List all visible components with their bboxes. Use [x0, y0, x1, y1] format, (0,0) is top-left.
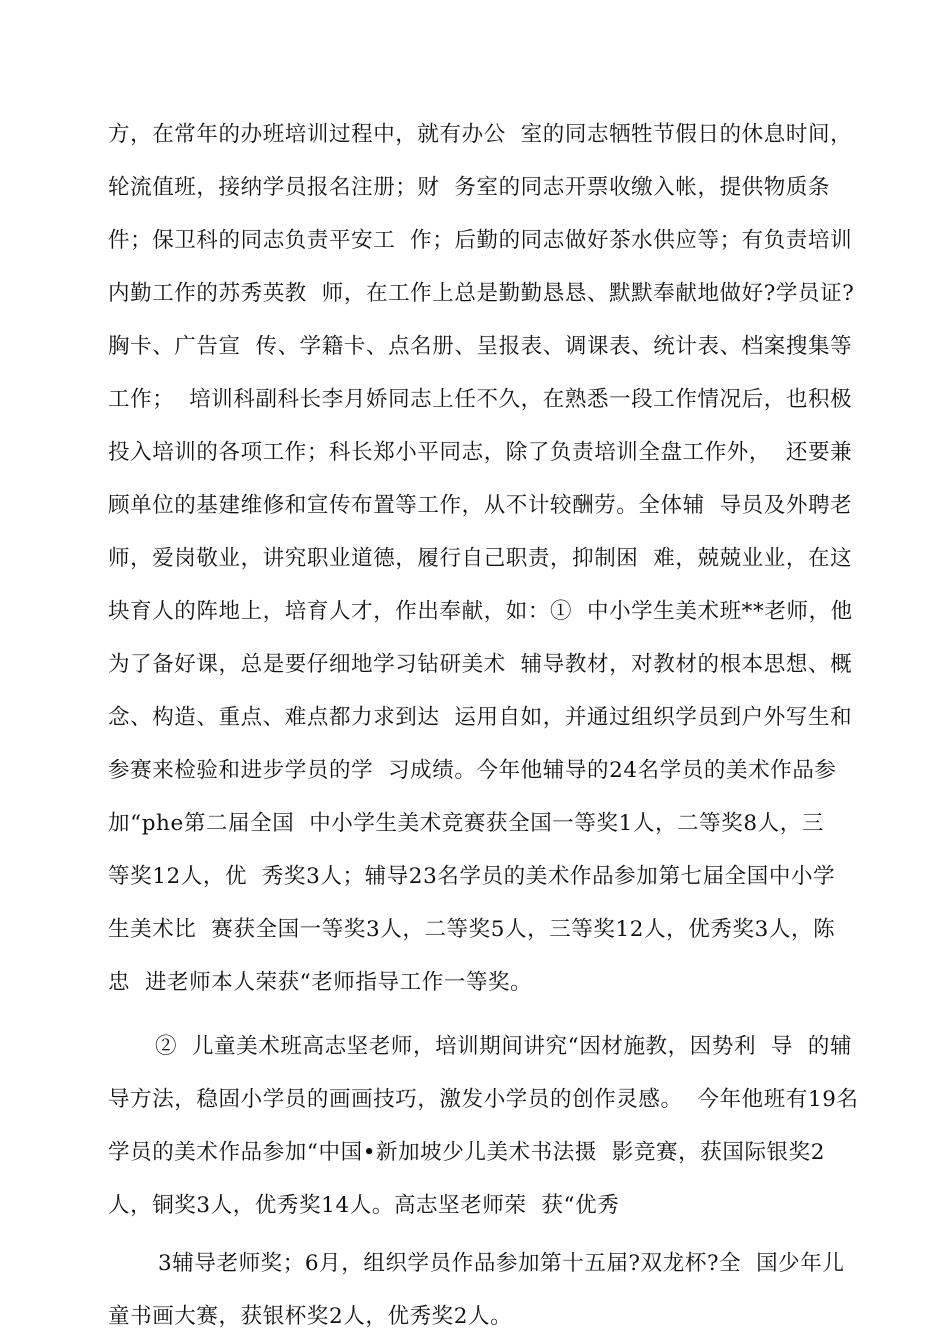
text-line: 参赛来检验和进步学员的学 习成绩。今年他辅导的24名学员的美术作品参 — [108, 758, 837, 783]
text-line: 师，爱岗敬业，讲究职业道德，履行自己职责，抑制困 难，兢兢业业，在这 — [108, 546, 853, 571]
text-line: 胸卡、广告宣 传、学籍卡、点名册、呈报表、调课表、统计表、档案搜集等 — [108, 334, 853, 359]
text-line: 童书画大赛，获银杯奖2人，优秀奖2人。 — [108, 1304, 513, 1329]
text-line: 轮流值班，接纳学员报名注册；财 务室的同志开票收缴入帐，提供物质条 — [108, 175, 831, 200]
text-line: 块育人的阵地上，培育人才，作出奉献，如：① 中小学生美术班**老师，他 — [108, 599, 853, 624]
text-line: 忠 进老师本人荣获“老师指导工作一等奖。 — [108, 970, 533, 995]
paragraph-start-line: 3辅导老师奖；6月，组织学员作品参加第十五届?双龙杯?全 国少年儿 — [158, 1251, 845, 1276]
text-line: 投入培训的各项工作；科长郑小平同志，除了负责培训全盘工作外， 还要兼 — [108, 440, 853, 465]
text-line: 人，铜奖3人，优秀奖14人。高志坚老师荣 获“优秀 — [108, 1193, 620, 1218]
paragraph-start-line: ② 儿童美术班高志坚老师，培训期间讲究“因材施教，因势利 导 的辅 — [155, 1034, 853, 1059]
text-line: 件；保卫科的同志负责平安工 作；后勤的同志做好茶水供应等；有负责培训 — [108, 228, 853, 253]
text-line: 内勤工作的苏秀英教 师，在工作上总是勤勤恳恳、默默奉献地做好?学员证? — [108, 281, 855, 306]
text-line: 方，在常年的办班培训过程中，就有办公 室的同志牺牲节假日的休息时间， — [108, 122, 853, 147]
text-line: 加“phe第二届全国 中小学生美术竞赛获全国一等奖1人，二等奖8人，三 — [108, 811, 824, 836]
text-line: 生美术比 赛获全国一等奖3人，二等奖5人，三等奖12人，优秀奖3人，陈 — [108, 917, 836, 942]
text-line: 工作； 培训科副科长李月娇同志上任不久，在熟悉一段工作情况后，也积极 — [108, 387, 853, 412]
text-line: 为了备好课，总是要仔细地学习钻研美术 辅导教材，对教材的根本思想、概 — [108, 652, 853, 677]
text-line: 导方法，稳固小学员的画画技巧，激发小学员的创作灵感。 今年他班有19名 — [108, 1087, 859, 1112]
text-line: 等奖12人，优 秀奖3人；辅导23名学员的美术作品参加第七届全国中小学 — [108, 864, 836, 889]
text-line: 念、构造、重点、难点都力求到达 运用自如，并通过组织学员到户外写生和 — [108, 705, 853, 730]
text-line: 学员的美术作品参加“中国•新加坡少儿美术书法摄 影竞赛，获国际银奖2 — [108, 1140, 826, 1165]
text-line: 顾单位的基建维修和宣传布置等工作，从不计较酬劳。全体辅 导员及外聘老 — [108, 493, 853, 518]
